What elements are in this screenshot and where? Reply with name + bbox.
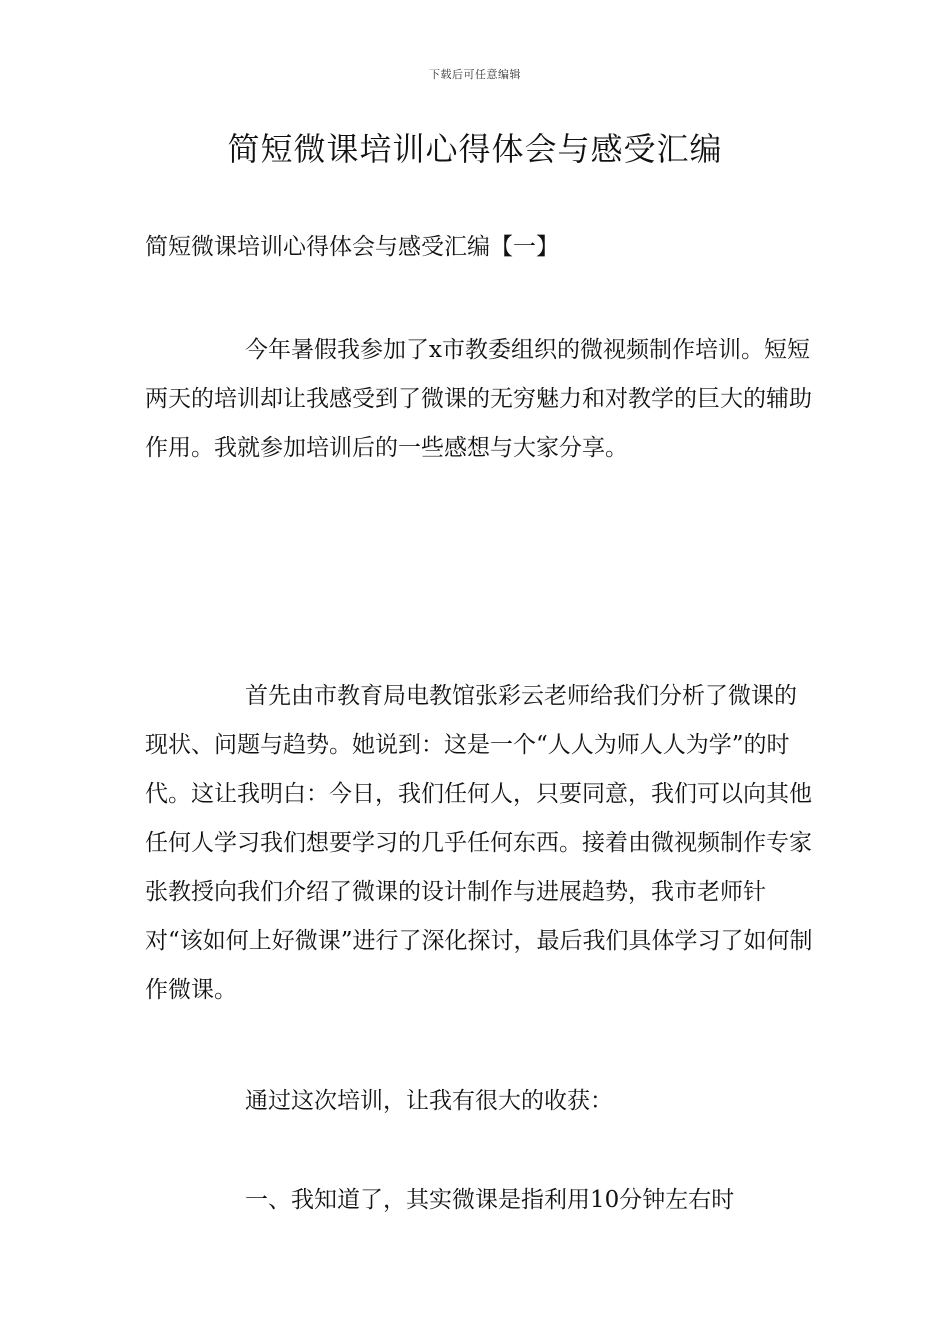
paragraph-gains: 通过这次培训，让我有很大的收获：	[245, 1088, 613, 1114]
paragraph-training-content: 首先由市教育局电教馆张彩云老师给我们分析了微课的现状、问题与趋势。她说到：这是一个“人人为师人人为学”的时代。这让我明白：今日，我们任何人，只要同意，我们可以向其他任何人学习我们想要学习的几乎任何东西。接着由微视频制作专家张教授向我们介绍了微课的设计制作与进展趋势，我市老师针对“该如何上好微课”进行了深化探讨，最后我们具体学习了如何制作微课。	[145, 683, 813, 1003]
paragraph-intro: 今年暑假我参加了x市教委组织的微视频制作培训。短短两天的培训却让我感受到了微课的无穷魅力和对教学的巨大的辅助作用。我就参加培训后的一些感想与大家分享。	[145, 337, 812, 461]
paragraph-point-one: 一、我知道了，其实微课是指利用10分钟左右时	[245, 1187, 735, 1213]
document-title: 简短微课培训心得体会与感受汇编	[227, 130, 723, 168]
header-note: 下载后可任意编辑	[429, 68, 521, 81]
section-heading: 简短微课培训心得体会与感受汇编【一】	[145, 234, 559, 260]
